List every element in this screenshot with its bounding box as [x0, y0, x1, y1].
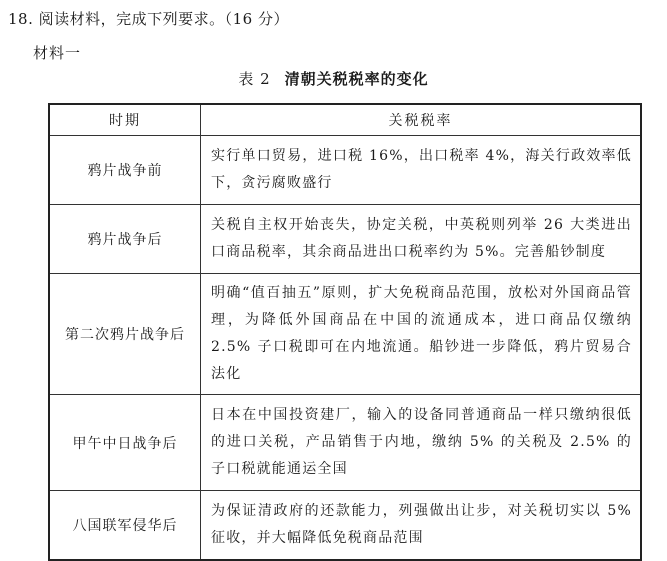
- table-row: [49, 136, 641, 205]
- question-header: 18. 阅读材料，完成下列要求。（16 分）: [8, 10, 289, 28]
- rate-cell: 明确“值百抽五”原则，扩大免税商品范围，放松对外国商品管理，为降低外国商品在中国的流通成本，进口商品仅缴纳 2.5% 子口税即可在内地流通。船钞进一步降低，鸦片贸易合法化: [201, 274, 642, 395]
- table-row: [49, 274, 641, 395]
- table-row: [49, 491, 641, 561]
- period-cell: 第二次鸦片战争后: [49, 274, 201, 395]
- period-cell: 八国联军侵华后: [49, 491, 201, 561]
- period-cell: 鸦片战争后: [49, 205, 201, 274]
- table-number: 表 2: [238, 70, 271, 88]
- table-title: [0, 68, 667, 89]
- period-cell: 鸦片战争前: [49, 136, 201, 205]
- column-header-rate: 关税税率: [201, 104, 642, 136]
- table-header-row: [49, 104, 641, 136]
- table-title-text: 清朝关税税率的变化: [284, 70, 429, 88]
- period-cell: 甲午中日战争后: [49, 395, 201, 491]
- rate-cell: 实行单口贸易，进口税 16%，出口税率 4%，海关行政效率低下，贪污腐败盛行: [201, 136, 642, 205]
- rate-cell: 关税自主权开始丧失，协定关税，中英税则列举 26 大类进出口商品税率，其余商品进出口税率约为 5%。完善船钞制度: [201, 205, 642, 274]
- table-row: [49, 205, 641, 274]
- rate-cell: 为保证清政府的还款能力，列强做出让步，对关税切实以 5% 征收，并大幅降低免税商品范围: [201, 491, 642, 561]
- table-row: [49, 395, 641, 491]
- column-header-period: 时期: [49, 104, 201, 136]
- tariff-table: [48, 103, 642, 561]
- material-label: 材料一: [33, 44, 82, 62]
- rate-cell: 日本在中国投资建厂，输入的设备同普通商品一样只缴纳很低的进口关税，产品销售于内地，缴纳 5% 的关税及 2.5% 的子口税就能通运全国: [201, 395, 642, 491]
